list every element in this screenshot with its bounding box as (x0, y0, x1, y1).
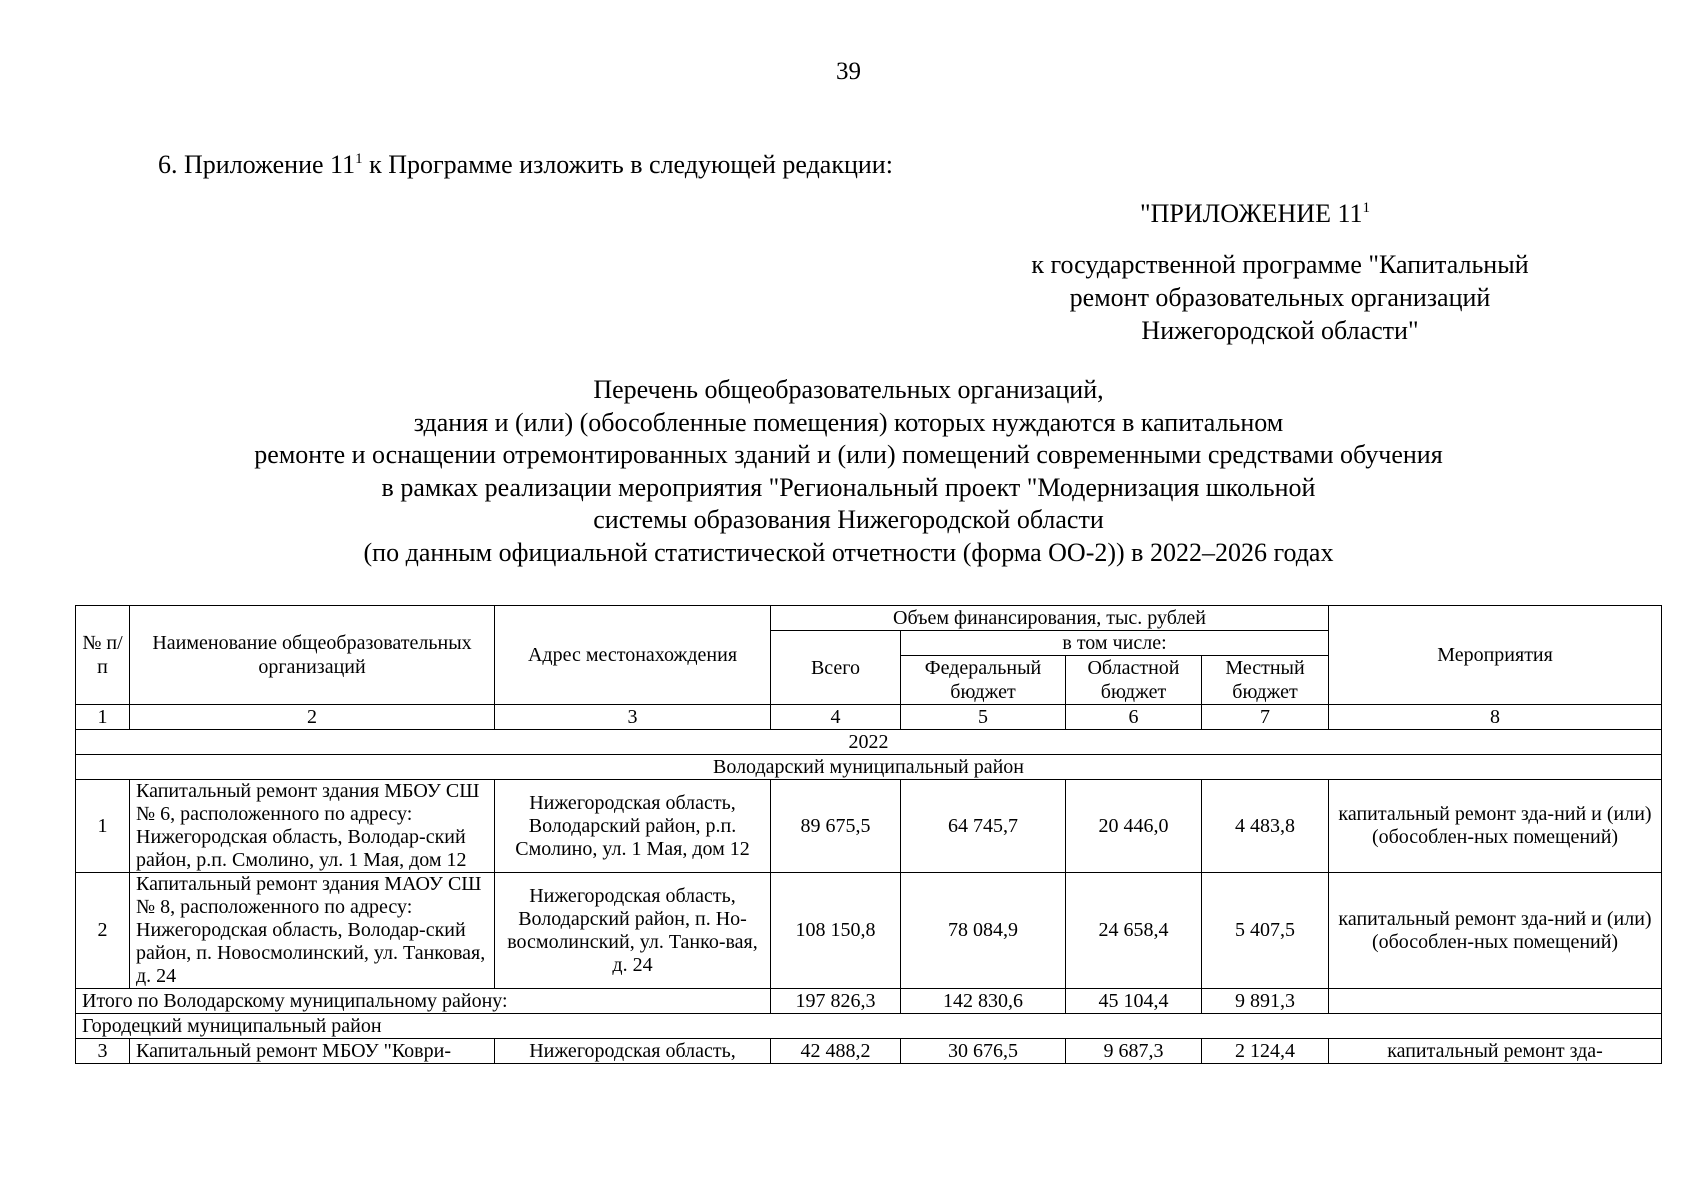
column-number: 6 (1066, 705, 1202, 730)
instruction-superscript: 1 (355, 151, 363, 167)
appendix-subtitle-line: Нижегородской области" (1141, 316, 1419, 345)
row-local: 5 407,5 (1202, 873, 1329, 989)
table-row (76, 1039, 1662, 1064)
column-number: 7 (1202, 705, 1329, 730)
subtotal-federal: 142 830,6 (901, 989, 1066, 1014)
column-number: 3 (495, 705, 771, 730)
appendix-subtitle-line: к государственной программе "Капитальный (1031, 250, 1529, 279)
row-federal: 30 676,5 (901, 1039, 1066, 1064)
year-label: 2022 (76, 730, 1662, 755)
header-name: Наименование общеобразовательных организаций (130, 606, 495, 705)
column-number: 4 (771, 705, 901, 730)
row-regional: 9 687,3 (1066, 1039, 1202, 1064)
header-address: Адрес местонахождения (495, 606, 771, 705)
row-address: Нижегородская область, Володарский район, п. Но-восмолинский, ул. Танко-вая, д. 24 (495, 873, 771, 989)
district-label: Городецкий муниципальный район (76, 1014, 1662, 1039)
subtotal-regional: 45 104,4 (1066, 989, 1202, 1014)
row-address: Нижегородская область, (495, 1039, 771, 1064)
subtotal-local: 9 891,3 (1202, 989, 1329, 1014)
appendix-subtitle-line: ремонт образовательных организаций (1069, 283, 1491, 312)
column-number: 2 (130, 705, 495, 730)
appendix-heading-superscript: 1 (1362, 200, 1371, 216)
row-measures: капитальный ремонт зда- (1329, 1039, 1662, 1064)
district-row (76, 755, 1662, 780)
row-address: Нижегородская область, Володарский район, р.п. Смолино, ул. 1 Мая, дом 12 (495, 780, 771, 873)
subtotal-total: 197 826,3 (771, 989, 901, 1014)
row-federal: 78 084,9 (901, 873, 1066, 989)
header-funding: Объем финансирования, тыс. рублей (771, 606, 1329, 631)
row-regional: 24 658,4 (1066, 873, 1202, 989)
instruction-after: к Программе изложить в следующей редакции: (362, 150, 893, 179)
instruction-text (158, 150, 893, 180)
column-number: 5 (901, 705, 1066, 730)
row-num: 2 (76, 873, 130, 989)
header-measures: Мероприятия (1329, 606, 1662, 705)
row-num: 3 (76, 1039, 130, 1064)
subtotal-row (76, 989, 1662, 1014)
document-title (0, 374, 1697, 569)
row-total: 89 675,5 (771, 780, 901, 873)
column-number: 1 (76, 705, 130, 730)
title-line: в рамках реализации мероприятия "Региональный проект "Модернизация школьной (381, 472, 1316, 502)
column-number: 8 (1329, 705, 1662, 730)
row-num: 1 (76, 780, 130, 873)
subtotal-measures (1329, 989, 1662, 1014)
title-line: системы образования Нижегородской области (593, 505, 1104, 534)
title-line: ремонте и оснащении отремонтированных зданий и (или) помещений современными средствами обучения (254, 440, 1443, 469)
table-row (76, 780, 1662, 873)
header-num: № п/п (76, 606, 130, 705)
row-name: Капитальный ремонт МБОУ "Коври- (130, 1039, 495, 1064)
header-regional: Областной бюджет (1066, 656, 1202, 705)
table-row (76, 873, 1662, 989)
row-total: 108 150,8 (771, 873, 901, 989)
column-number-row (76, 705, 1662, 730)
row-measures: капитальный ремонт зда-ний и (или) (обособлен-ных помещений) (1329, 780, 1662, 873)
row-name: Капитальный ремонт здания МБОУ СШ № 6, расположенного по адресу: Нижегородская область, Володар-ский район, р.п. Смолино, ул. 1 Мая, дом 12 (130, 780, 495, 873)
header-local: Местный бюджет (1202, 656, 1329, 705)
row-measures: капитальный ремонт зда-ний и (или) (обособлен-ных помещений) (1329, 873, 1662, 989)
header-total: Всего (771, 631, 901, 705)
page-number: 39 (836, 58, 861, 85)
row-regional: 20 446,0 (1066, 780, 1202, 873)
instruction-before: 6. Приложение 11 (158, 150, 356, 179)
year-row (76, 730, 1662, 755)
subtotal-label: Итого по Володарскому муниципальному району: (76, 989, 771, 1014)
title-line: Перечень общеобразовательных организаций, (593, 375, 1104, 404)
row-local: 4 483,8 (1202, 780, 1329, 873)
row-name: Капитальный ремонт здания МАОУ СШ № 8, расположенного по адресу: Нижегородская область, Володар-ский район, п. Новосмолинский, ул. Танковая, д. 24 (130, 873, 495, 989)
row-local: 2 124,4 (1202, 1039, 1329, 1064)
title-line: здания и (или) (обособленные помещения) которых нуждаются в капитальном (413, 407, 1284, 437)
appendix-heading (1040, 199, 1470, 229)
appendix-subtitle (990, 248, 1570, 347)
header-federal: Федеральный бюджет (901, 656, 1066, 705)
row-federal: 64 745,7 (901, 780, 1066, 873)
appendix-heading-text: "ПРИЛОЖЕНИЕ 11 (1139, 199, 1363, 228)
financing-table (75, 605, 1662, 1064)
district-row (76, 1014, 1662, 1039)
header-including: в том числе: (901, 631, 1329, 656)
district-label: Володарский муниципальный район (76, 755, 1662, 780)
header-row (76, 606, 1662, 631)
title-line: (по данным официальной статистической отчетности (форма ОО-2)) в 2022–2026 годах (363, 537, 1334, 567)
row-total: 42 488,2 (771, 1039, 901, 1064)
